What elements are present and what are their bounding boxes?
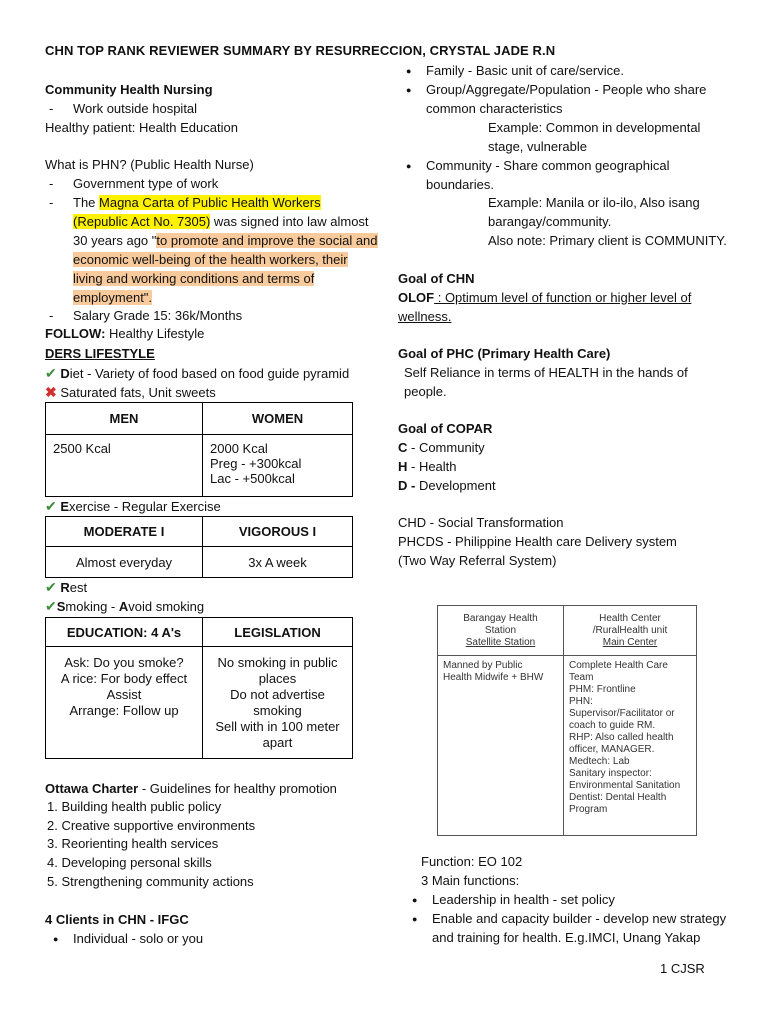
copar-letter: D - [398,478,416,493]
copar-item [398,439,485,457]
magna-quote-2: economic well-being of the health workers, their [73,252,348,267]
copar-letter: H [398,459,408,474]
bhs-subheader: Satellite Station [465,636,536,648]
hc-header-cell [564,606,697,656]
hc-subheader: Main Center [602,636,658,648]
olof-text: : Optimum level of function or higher level of [434,290,692,305]
client-group-cont: common characteristics [426,101,563,116]
hc-body-line: Dentist: Dental Health [569,792,667,803]
olof-text-cont: wellness. [398,309,452,324]
community-example: Example: Manila or ilo-ilo, Also isang [488,195,700,210]
phn-question: What is PHN? (Public Health Nurse) [45,157,254,172]
kcal-women-line: Lac - +500kcal [210,471,295,486]
kcal-women-cell [203,435,353,497]
ottawa-item: 4. Developing personal skills [47,855,212,870]
copar-text: - Health [407,459,457,474]
group-example-cont: stage, vulnerable [488,139,588,154]
copar-letter: C [398,440,408,455]
olof-line [398,289,691,307]
bhs-header-line: Barangay Health [463,612,538,624]
magna-highlight-2: (Republic Act No. 7305) [73,214,211,229]
function-line: Function: EO 102 [421,854,523,869]
magna-line-5 [73,270,314,288]
magna-pre: The [73,195,100,210]
smoking-mid: moking - [65,599,119,614]
education-cell [46,647,203,759]
hc-body-line: PHN: [569,696,593,707]
phc-text: Self Reliance in terms of HEALTH in the hands of [404,365,688,380]
ottawa-text: - Guidelines for healthy promotion [138,781,337,796]
cross-icon: ✖ [45,384,57,400]
check-icon: ✔ [45,365,57,381]
smoking-text: void smoking [128,599,205,614]
magna-mid: was signed into law almost [210,214,369,229]
exercise-header-moderate: MODERATE I [46,517,203,547]
phc-text-cont: people. [404,384,447,399]
dash-marker: - [49,195,54,210]
hc-header-line: /RuralHealth unit [592,624,668,636]
education-line: Ask: Do you smoke? [64,655,184,670]
exercise-line [45,497,221,516]
function-enable: ● Enable and capacity builder - develop new strategy [432,910,726,928]
kcal-women-line: 2000 Kcal [210,441,268,456]
rest-letter: R [60,580,70,595]
page-footer: 1 CJSR [660,961,705,976]
bhs-header-line: Station [484,624,517,636]
follow-line [45,325,204,343]
legislation-line: Do not advertise [230,687,325,702]
bhs-body-cell [438,656,564,836]
hc-body-line: Sanitary inspector: [569,768,652,779]
hc-body-line: Environmental Sanitation [569,780,681,791]
hc-body-line: coach to guide RM. [569,720,656,731]
rest-line [45,578,87,597]
ders-heading: DERS LIFESTYLE [45,346,155,361]
smoking-header-legislation: LEGISLATION [203,618,353,647]
bhs-body-line: Manned by Public [443,660,523,671]
hc-body-cell [564,656,697,836]
chd-line: CHD - Social Transformation [398,515,564,530]
ottawa-item: 5. Strengthening community actions [47,874,254,889]
magna-quote-4: employment". [73,290,153,305]
exercise-table [45,516,353,578]
dash-marker: - [49,308,54,323]
dash-marker: - [49,176,54,191]
client-family: ● Family - Basic unit of care/service. [426,62,624,80]
ottawa-item: 1. Building health public policy [47,799,222,814]
smoking-line [45,597,204,616]
function-leadership: ● Leadership in health - set policy [432,891,615,909]
follow-label: FOLLOW: [45,326,106,341]
ottawa-label: Ottawa Charter [45,781,139,796]
hc-body-line: Team [569,672,594,683]
kcal-men-value: 2500 Kcal [46,435,203,497]
copar-text: - Community [407,440,485,455]
check-icon: ✔ [45,579,57,595]
legislation-line: apart [262,735,293,750]
education-line: Arrange: Follow up [69,703,179,718]
magna-highlight-1: Magna Carta of Public Health Workers [99,195,321,210]
exercise-text: xercise - Regular Exercise [69,499,221,514]
kcal-header-women: WOMEN [203,403,353,435]
exercise-header-vigorous: VIGOROUS I [203,517,353,547]
magna-line-2 [73,213,369,231]
legislation-line: places [258,671,297,686]
goal-copar-heading: Goal of COPAR [398,421,493,436]
dash-marker: - [49,101,54,116]
ottawa-item: 2. Creative supportive environments [47,818,256,833]
referral-line: (Two Way Referral System) [398,553,557,568]
exercise-letter: E [60,499,70,514]
smoking-header-education: EDUCATION: 4 A's [46,618,203,647]
olof-label: OLOF [398,290,435,305]
hc-body-line: RHP: Also called health [569,732,674,743]
magna-line-6 [73,289,152,307]
client-group: ● Group/Aggregate/Population - People who share [426,81,706,99]
hc-body-line: Supervisor/Facilitator or [569,708,675,719]
client-community: ● Community - Share common geographical [426,157,670,175]
smoking-letter: S [56,599,66,614]
magna-line-1 [73,194,321,212]
kcal-table [45,402,353,497]
main-functions-line: 3 Main functions: [421,873,520,888]
legislation-line: smoking [253,703,302,718]
check-icon: ✔ [45,598,57,614]
goal-phc-heading: Goal of PHC (Primary Health Care) [398,346,611,361]
phcds-line: PHCDS - Philippine Health care Delivery system [398,534,677,549]
function-enable-cont: and training for health. E.g.IMCI, Unang Yakap [432,930,701,945]
hc-body-line: Medtech: Lab [569,756,630,767]
healthy-patient: Healthy patient: Health Education [45,120,238,135]
hc-body-line: Complete Health Care [569,660,668,671]
facility-table [437,605,697,836]
check-icon: ✔ [45,498,57,514]
ottawa-line [45,780,337,798]
copar-text: Development [415,478,496,493]
bhs-header-cell [438,606,564,656]
copar-item [398,477,496,495]
smoking-table [45,617,353,759]
rest-text: est [69,580,88,595]
ottawa-item: 3. Reorienting health services [47,836,219,851]
legislation-cell [203,647,353,759]
chn-point: Work outside hospital [73,101,198,116]
bhs-body-line: Health Midwife + BHW [443,672,544,683]
legislation-line: Sell with in 100 meter [215,719,340,734]
kcal-header-men: MEN [46,403,203,435]
chn-heading: Community Health Nursing [45,82,213,97]
hc-body-line: officer, MANAGER. [569,744,655,755]
avoid-line [45,383,216,402]
group-example: Example: Common in developmental [488,120,701,135]
magna-line-3 [73,232,378,250]
magna-quote-1: to promote and improve the social and [156,233,378,248]
goal-chn-heading: Goal of CHN [398,271,475,286]
magna-quote-3: living and working conditions and terms of [73,271,315,286]
legislation-line: No smoking in public [217,655,338,670]
exercise-moderate-value: Almost everyday [46,547,203,578]
client-community-cont: boundaries. [426,177,494,192]
magna-l3a: 30 years ago " [73,233,157,248]
magna-line-4 [73,251,348,269]
copar-item [398,458,457,476]
hc-body-line: Program [569,804,608,815]
education-line: Assist [106,687,142,702]
phn-gov: Government type of work [73,176,219,191]
hc-body-line: PHM: Frontline [569,684,636,695]
exercise-vigorous-value: 3x A week [203,547,353,578]
diet-text: iet - Variety of food based on food guide pyramid [69,366,350,381]
avoid-text: Saturated fats, Unit sweets [60,385,216,400]
smoking-a-letter: A [118,599,129,614]
community-example-cont: barangay/community. [488,214,612,229]
kcal-women-line: Preg - +300kcal [210,456,302,471]
page-title: CHN TOP RANK REVIEWER SUMMARY BY RESURRECCION, CRYSTAL JADE R.N [45,43,556,58]
salary: Salary Grade 15: 36k/Months [73,308,243,323]
diet-letter: D [60,366,70,381]
follow-value: Healthy Lifestyle [105,326,205,341]
client-individual: ● Individual - solo or you [73,930,203,948]
education-line: A rice: For body effect [60,671,188,686]
hc-header-line: Health Center [599,612,661,624]
community-note: Also note: Primary client is COMMUNITY. [488,233,727,248]
diet-line [45,364,349,383]
clients-heading: 4 Clients in CHN - IFGC [45,912,189,927]
